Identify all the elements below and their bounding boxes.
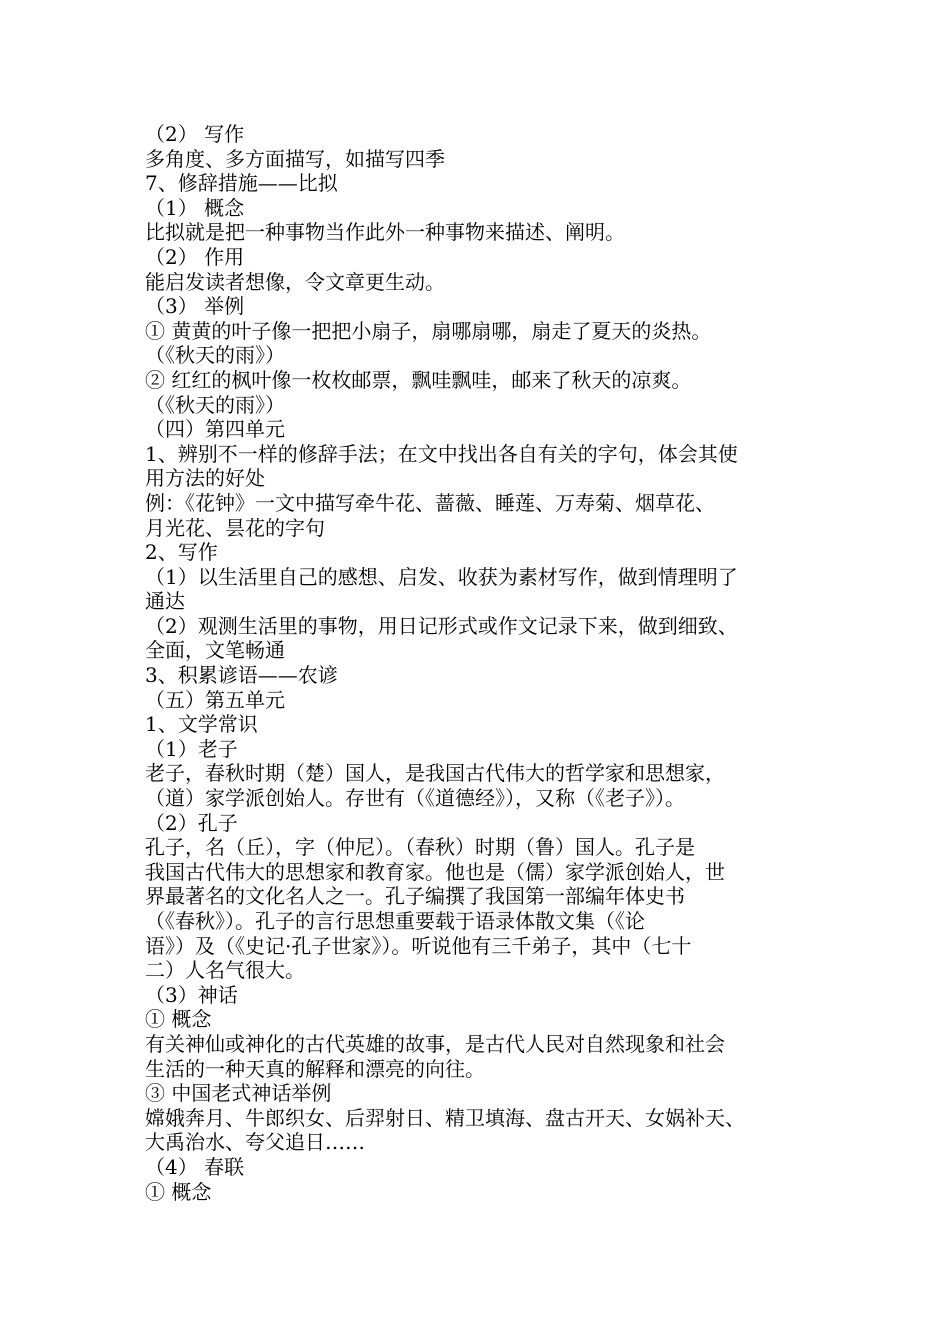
example-line: ② 红红的枫叶像一枚枚邮票，飘哇飘哇，邮来了秋天的凉爽。 (145, 367, 692, 392)
subheading-laozi: （1）老子 (145, 736, 238, 761)
subheading-couplets: （4） 春联 (145, 1154, 245, 1179)
subheading-concept: （1） 概念 (145, 195, 245, 220)
text-line: 比拟就是把一种事物当作此外一种事物来描述、阐明。 (145, 220, 625, 245)
text-line: 月光花、昙花的字句 (145, 515, 325, 540)
subheading-function: （2） 作用 (145, 244, 245, 269)
text-line: 有关神仙或神化的古代英雄的故事，是古代人民对自然现象和社会 (145, 1031, 725, 1056)
section-heading-literature: 1、文学常识 (145, 712, 258, 737)
text-line: 二）人名气很大。 (145, 958, 305, 983)
subheading-concept: ① 概念 (145, 1007, 212, 1032)
text-line: 孔子，名（丘），字（仲尼）。（春秋）时期（鲁）国人。孔子是 (145, 835, 695, 860)
section-heading-personification: 7、修辞措施——比拟 (145, 171, 338, 196)
text-line: 语》）及（《史记·孔子世家》）。听说他有三千弟子，其中（七十 (145, 933, 692, 958)
text-line: （1）以生活里自己的感想、启发、收获为素材写作，做到情理明了 (145, 564, 738, 589)
text-line: （《春秋》）。孔子的言行思想重要载于语录体散文集（《论 (145, 909, 645, 933)
section-heading-writing: （2） 写作 (145, 122, 245, 146)
document-body (145, 122, 825, 1204)
unit-heading-five: （五）第五单元 (145, 687, 285, 712)
text-line: 生活的一种天真的解释和漂亮的向往。 (145, 1056, 485, 1081)
example-source: （《秋天的雨》） (145, 343, 285, 368)
text-line: 用方法的好处 (145, 466, 265, 491)
text-line: 例：《花钟》一文中描写牵牛花、蔷薇、睡莲、万寿菊、烟草花、 (145, 490, 715, 515)
text-line: 嫦娥奔月、牛郎织女、后羿射日、精卫填海、盘古开天、女娲补天、 (145, 1105, 745, 1130)
subheading-confucius: （2）孔子 (145, 810, 238, 835)
text-line: 大禹治水、夸父追日…… (145, 1130, 365, 1155)
subheading-myth-examples: ③ 中国老式神话举例 (145, 1081, 332, 1106)
unit-heading-four: （四）第四单元 (145, 417, 285, 442)
text-line: 能启发读者想像，令文章更生动。 (145, 269, 445, 294)
subheading-examples: （3） 举例 (145, 294, 245, 319)
example-source: （《秋天的雨》） (145, 392, 285, 417)
text-line: 1、辨别不一样的修辞手法；在文中找出各自有关的字句，体会其使 (145, 441, 738, 466)
text-line: 我国古代伟大的思想家和教育家。他也是（儒）家学派创始人，世 (145, 859, 725, 884)
text-line: （2）观测生活里的事物，用日记形式或作文记录下来，做到细致、 (145, 613, 738, 638)
text-line: 老子，春秋时期（楚）国人，是我国古代伟大的哲学家和思想家， (145, 761, 725, 786)
subheading-concept: ① 概念 (145, 1179, 212, 1204)
subheading-myths: （3）神话 (145, 982, 238, 1007)
example-line: ① 黄黄的叶子像一把把小扇子，扇哪扇哪，扇走了夏天的炎热。 (145, 318, 712, 343)
text-line: 多角度、多方面描写，如描写四季 (145, 146, 445, 171)
text-line: 界最著名的文化名人之一。孔子编撰了我国第一部编年体史书 (145, 884, 685, 909)
text-line: 全面，文笔畅通 (145, 638, 285, 663)
section-heading-proverbs: 3、积累谚语——农谚 (145, 663, 338, 688)
text-line: 通达 (145, 589, 185, 614)
section-heading-writing-2: 2、写作 (145, 540, 218, 565)
text-line: （道）家学派创始人。存世有（《道德经》），又称（《老子》）。 (145, 786, 685, 811)
